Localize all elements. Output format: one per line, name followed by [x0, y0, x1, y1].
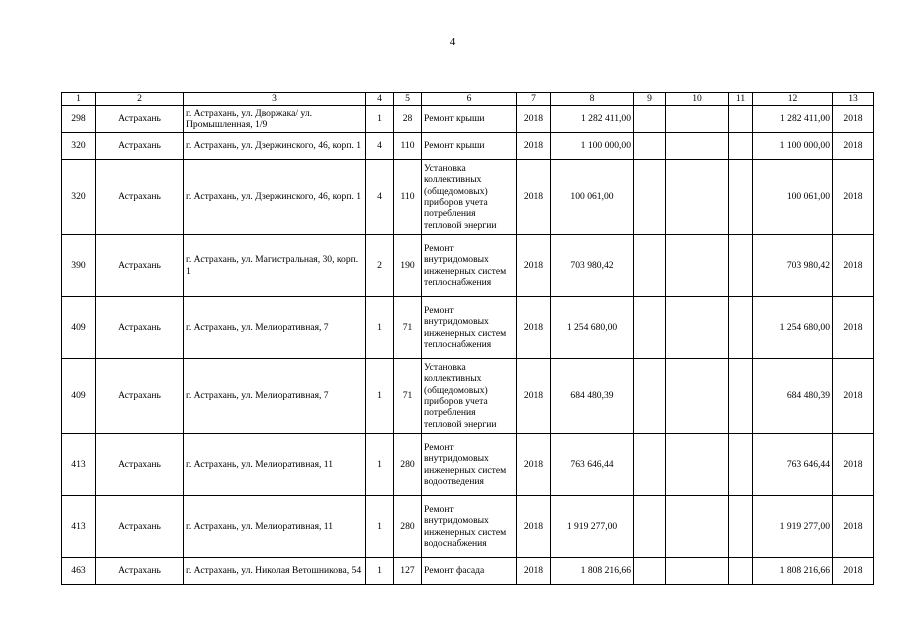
table-cell: Астрахань: [96, 496, 184, 558]
table-row: [62, 558, 874, 585]
header-cell: 9: [634, 93, 666, 106]
table-cell: Ремонт внутридомовых инженерных систем водоотведения: [422, 434, 517, 496]
table-cell: [634, 359, 666, 434]
table-row: [62, 133, 874, 160]
table-cell: г. Астрахань, ул. Николая Ветошникова, 54: [184, 558, 366, 585]
header-cell: 2: [96, 93, 184, 106]
header-cell: 13: [833, 93, 874, 106]
table-cell: 298: [62, 106, 96, 133]
table-cell: 110: [394, 133, 422, 160]
table-cell: [729, 558, 753, 585]
table-cell: 1 919 277,00: [753, 496, 833, 558]
table-cell: г. Астрахань, ул. Мелиоративная, 11: [184, 496, 366, 558]
table-cell: 2018: [833, 359, 874, 434]
table-cell: Астрахань: [96, 558, 184, 585]
table-cell: 763 646,44: [753, 434, 833, 496]
table-cell: 1 282 411,00: [551, 106, 634, 133]
table-cell: 4: [366, 160, 394, 235]
table-cell: [729, 359, 753, 434]
table-cell: 28: [394, 106, 422, 133]
table-cell: 2018: [517, 160, 551, 235]
table-cell: 2018: [517, 434, 551, 496]
table-cell: г. Астрахань, ул. Дворжака/ ул. Промышленная, 1/9: [184, 106, 366, 133]
table-cell: [634, 133, 666, 160]
table-cell: 1: [366, 434, 394, 496]
table-cell: 2018: [517, 297, 551, 359]
table-cell: Установка коллективных (общедомовых) приборов учета потребления тепловой энергии: [422, 359, 517, 434]
table-cell: 463: [62, 558, 96, 585]
table-cell: 2018: [517, 235, 551, 297]
header-cell: 7: [517, 93, 551, 106]
table-cell: Астрахань: [96, 297, 184, 359]
table-cell: [729, 434, 753, 496]
table-cell: Ремонт крыши: [422, 106, 517, 133]
table-cell: 684 480,39: [551, 359, 634, 434]
table-row: [62, 297, 874, 359]
table-cell: [634, 106, 666, 133]
table-cell: г. Астрахань, ул. Мелиоративная, 11: [184, 434, 366, 496]
table-cell: [729, 496, 753, 558]
table-cell: [729, 133, 753, 160]
table-cell: 763 646,44: [551, 434, 634, 496]
table-cell: 2018: [833, 235, 874, 297]
table-cell: 2018: [517, 133, 551, 160]
table-cell: 1 254 680,00: [753, 297, 833, 359]
table-cell: Установка коллективных (общедомовых) приборов учета потребления тепловой энергии: [422, 160, 517, 235]
table-cell: [729, 297, 753, 359]
header-row: [62, 93, 874, 106]
table-cell: 1: [366, 106, 394, 133]
table-row: [62, 496, 874, 558]
table-cell: 110: [394, 160, 422, 235]
table-cell: 1 254 680,00: [551, 297, 634, 359]
table-cell: 2018: [517, 106, 551, 133]
table-cell: [666, 106, 729, 133]
table-cell: г. Астрахань, ул. Дзержинского, 46, корп. 1: [184, 133, 366, 160]
table-cell: [666, 160, 729, 235]
header-cell: 1: [62, 93, 96, 106]
table-cell: 413: [62, 496, 96, 558]
table-cell: Ремонт внутридомовых инженерных систем теплоснабжения: [422, 235, 517, 297]
table-cell: [729, 106, 753, 133]
table-cell: Астрахань: [96, 160, 184, 235]
table-cell: Ремонт внутридомовых инженерных систем водоснабжения: [422, 496, 517, 558]
table-cell: Астрахань: [96, 235, 184, 297]
table-cell: Ремонт внутридомовых инженерных систем теплоснабжения: [422, 297, 517, 359]
repair-schedule-table: [61, 92, 874, 585]
header-cell: 4: [366, 93, 394, 106]
table-cell: 1 100 000,00: [753, 133, 833, 160]
table-cell: 409: [62, 297, 96, 359]
table-cell: 2018: [833, 558, 874, 585]
table-cell: 1: [366, 297, 394, 359]
table-cell: 2018: [833, 297, 874, 359]
table-cell: 280: [394, 496, 422, 558]
table-cell: 2018: [517, 359, 551, 434]
table-cell: [666, 235, 729, 297]
table-cell: 1 808 216,66: [753, 558, 833, 585]
table-cell: [729, 235, 753, 297]
table-cell: Астрахань: [96, 133, 184, 160]
table-cell: 100 061,00: [551, 160, 634, 235]
table-cell: 71: [394, 359, 422, 434]
table-cell: 2018: [833, 106, 874, 133]
table-cell: 320: [62, 160, 96, 235]
table-cell: [666, 359, 729, 434]
header-cell: 5: [394, 93, 422, 106]
table-cell: 409: [62, 359, 96, 434]
table-cell: 390: [62, 235, 96, 297]
table-cell: Астрахань: [96, 434, 184, 496]
table-cell: 2018: [517, 558, 551, 585]
table-cell: 2018: [833, 496, 874, 558]
table-cell: 320: [62, 133, 96, 160]
table-row: [62, 160, 874, 235]
header-cell: 12: [753, 93, 833, 106]
table-cell: 190: [394, 235, 422, 297]
table-cell: г. Астрахань, ул. Мелиоративная, 7: [184, 297, 366, 359]
table-cell: [634, 297, 666, 359]
table-cell: Астрахань: [96, 359, 184, 434]
table-cell: 1: [366, 359, 394, 434]
table-cell: 684 480,39: [753, 359, 833, 434]
table-cell: 280: [394, 434, 422, 496]
table-row: [62, 434, 874, 496]
table-row: [62, 235, 874, 297]
header-cell: 11: [729, 93, 753, 106]
table-cell: [666, 133, 729, 160]
table-cell: 100 061,00: [753, 160, 833, 235]
table-cell: г. Астрахань, ул. Мелиоративная, 7: [184, 359, 366, 434]
table-cell: 4: [366, 133, 394, 160]
table-cell: 1 282 411,00: [753, 106, 833, 133]
table-cell: [634, 235, 666, 297]
table-cell: 703 980,42: [753, 235, 833, 297]
table-cell: [666, 558, 729, 585]
table-cell: 2018: [833, 160, 874, 235]
header-cell: 6: [422, 93, 517, 106]
table-cell: 2018: [833, 133, 874, 160]
table-cell: 71: [394, 297, 422, 359]
table-cell: 1 919 277,00: [551, 496, 634, 558]
table-cell: г. Астрахань, ул. Магистральная, 30, корп. 1: [184, 235, 366, 297]
table-cell: 2018: [833, 434, 874, 496]
table-cell: 703 980,42: [551, 235, 634, 297]
header-cell: 8: [551, 93, 634, 106]
table-row: [62, 359, 874, 434]
table-cell: 1: [366, 496, 394, 558]
table-cell: Ремонт крыши: [422, 133, 517, 160]
table-cell: 2018: [517, 496, 551, 558]
table-cell: [634, 558, 666, 585]
table-cell: [666, 434, 729, 496]
table-cell: 1: [366, 558, 394, 585]
table-cell: 1 808 216,66: [551, 558, 634, 585]
table-cell: 413: [62, 434, 96, 496]
header-cell: 3: [184, 93, 366, 106]
table-cell: [666, 297, 729, 359]
table-cell: Астрахань: [96, 106, 184, 133]
table-cell: 2: [366, 235, 394, 297]
table-cell: Ремонт фасада: [422, 558, 517, 585]
page-number: 4: [449, 36, 456, 48]
table-row: [62, 106, 874, 133]
table-cell: [634, 160, 666, 235]
table-cell: [666, 496, 729, 558]
table-cell: [634, 434, 666, 496]
table-cell: [634, 496, 666, 558]
table-cell: 1 100 000,00: [551, 133, 634, 160]
table-cell: 127: [394, 558, 422, 585]
table-cell: [729, 160, 753, 235]
header-cell: 10: [666, 93, 729, 106]
table-cell: г. Астрахань, ул. Дзержинского, 46, корп. 1: [184, 160, 366, 235]
